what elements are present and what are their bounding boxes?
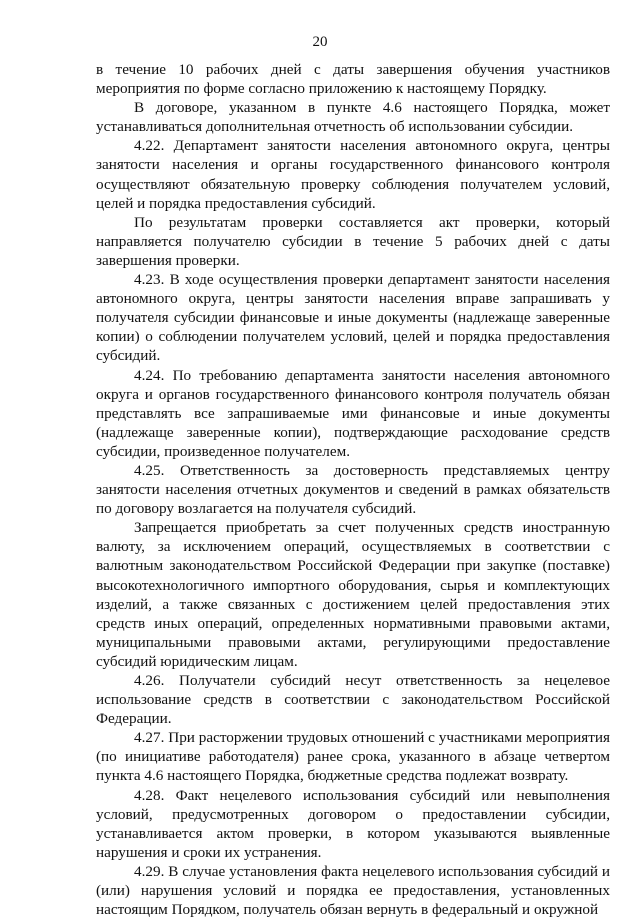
paragraph-4-23: 4.23. В ходе осуществления проверки департамент занятости населения автономного округа, центры занятости населения вправе запрашивать у получателя субсидии финансовые и иные документы (надлежаще заверенные копии) о соблюдении получателем условий, целей и порядка предоставления субсидий.	[96, 271, 610, 365]
document-body	[96, 60, 610, 919]
paragraph-currency-prohibition: Запрещается приобретать за счет полученных средств иностранную валюту, за исключением операций, осуществляемых в соответствии с валютным законодательством Российской Федерации при закупке (поставке) высокотехнологичного импортного оборудования, сырья и комплектующих изделий, а также связанных с достижением целей предоставления этих средств иных операций, определенных нормативными правовыми актами, муниципальными правовыми актами, регулирующими предоставление субсидий юридическим лицам.	[96, 519, 610, 670]
paragraph-4-29: 4.29. В случае установления факта нецелевого использования субсидий и (или) нарушения условий и порядка ее предоставления, установленных настоящим Порядком, получатель обязан вернуть в федеральный и окружной	[96, 862, 610, 919]
paragraph-additional-reporting: В договоре, указанном в пункте 4.6 настоящего Порядка, может устанавливаться дополнительная отчетность об использовании субсидии.	[96, 99, 610, 136]
paragraph-4-28: 4.28. Факт нецелевого использования субсидий или невыполнения условий, предусмотренных договором о предоставлении субсидии, устанавливается актом проверки, в котором указываются выявленные нарушения и сроки их устранения.	[96, 786, 610, 861]
paragraph-4-25: 4.25. Ответственность за достоверность представляемых центру занятости населения отчетных документов и сведений в рамках обязательств по договору возлагается на получателя субсидий.	[96, 461, 610, 518]
paragraph-4-22: 4.22. Департамент занятости населения автономного округа, центры занятости населения и органы государственного финансового контроля осуществляют обязательную проверку соблюдения получателем условий, целей и порядка предоставления субсидий.	[96, 137, 610, 212]
paragraph-4-24: 4.24. По требованию департамента занятости населения автономного округа и органов государственного финансового контроля получатель обязан представлять все запрашиваемые ими финансовые и иные документы (надлежаще заверенные копии), подтверждающие расходование средств субсидии, произведенное получателем.	[96, 366, 610, 460]
paragraph-continuation: в течение 10 рабочих дней с даты завершения обучения участников мероприятия по форме согласно приложению к настоящему Порядку.	[96, 61, 610, 98]
paragraph-4-26: 4.26. Получатели субсидий несут ответственность за нецелевое использование средств в соответствии с законодательством Российской Федерации.	[96, 672, 610, 728]
paragraph-inspection-act: По результатам проверки составляется акт проверки, который направляется получателю субсидии в течение 5 рабочих дней с даты завершения проверки.	[96, 213, 610, 269]
page-number: 20	[312, 34, 328, 50]
paragraph-4-27: 4.27. При расторжении трудовых отношений с участниками мероприятия (по инициативе работодателя) ранее срока, указанного в абзаце четвертом пункта 4.6 настоящего Порядка, бюджетные средства подлежат возврату.	[96, 729, 610, 785]
